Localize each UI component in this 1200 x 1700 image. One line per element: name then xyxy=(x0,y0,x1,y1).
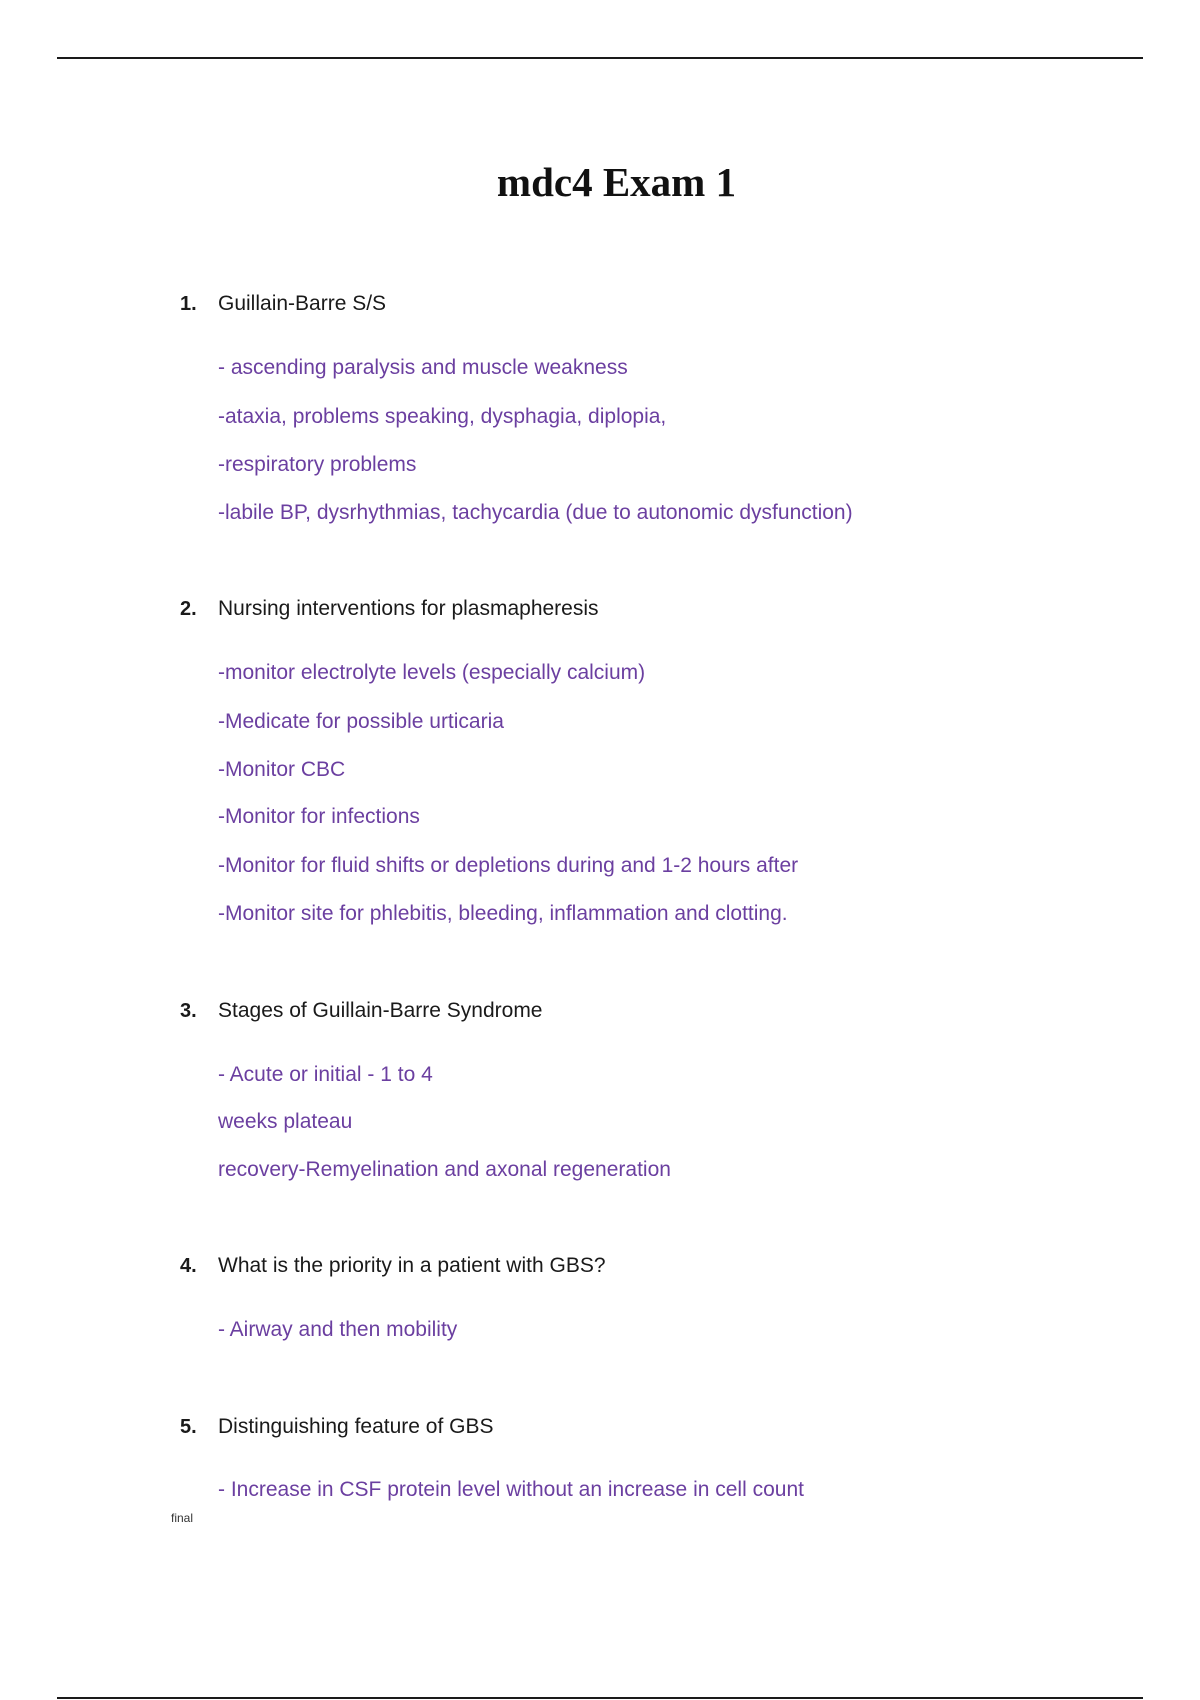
question-1-answer-3: -respiratory problems xyxy=(218,453,417,476)
question-5-text: Distinguishing feature of GBS xyxy=(218,1415,494,1438)
question-3-number: 3. xyxy=(180,1000,197,1022)
top-rule xyxy=(57,57,1143,59)
bottom-rule xyxy=(57,1697,1143,1699)
question-4-text: What is the priority in a patient with GBS? xyxy=(218,1254,606,1277)
question-2-text: Nursing interventions for plasmapheresis xyxy=(218,597,599,620)
question-3-answer-1: - Acute or initial - 1 to 4 xyxy=(218,1063,433,1086)
question-5-number: 5. xyxy=(180,1416,197,1438)
question-1-answer-4: -labile BP, dysrhythmias, tachycardia (due to autonomic dysfunction) xyxy=(218,501,853,524)
question-1-number: 1. xyxy=(180,293,197,315)
question-5-answer-1: - Increase in CSF protein level without an increase in cell count xyxy=(218,1478,804,1501)
question-2-number: 2. xyxy=(180,598,197,620)
question-4-number: 4. xyxy=(180,1255,197,1277)
question-2-answer-5: -Monitor for fluid shifts or depletions during and 1-2 hours after xyxy=(218,854,799,877)
question-3-answer-2: weeks plateau xyxy=(218,1110,353,1133)
question-2-answer-2: -Medicate for possible urticaria xyxy=(218,710,504,733)
page-title: mdc4 Exam 1 xyxy=(496,159,737,205)
question-3-answer-3: recovery-Remyelination and axonal regeneration xyxy=(218,1158,671,1181)
question-2-answer-3: -Monitor CBC xyxy=(218,758,346,781)
question-1-text: Guillain-Barre S/S xyxy=(218,292,387,315)
question-1-answer-1: - ascending paralysis and muscle weakness xyxy=(218,356,628,379)
question-2-answer-4: -Monitor for infections xyxy=(218,805,420,828)
question-1-answer-2: -ataxia, problems speaking, dysphagia, diplopia, xyxy=(218,405,667,428)
question-4-answer-1: - Airway and then mobility xyxy=(218,1318,458,1341)
question-3-text: Stages of Guillain-Barre Syndrome xyxy=(218,999,543,1022)
footer-note: final xyxy=(171,1511,194,1525)
question-2-answer-6: -Monitor site for phlebitis, bleeding, inflammation and clotting. xyxy=(218,902,788,925)
question-2-answer-1: -monitor electrolyte levels (especially calcium) xyxy=(218,661,646,684)
